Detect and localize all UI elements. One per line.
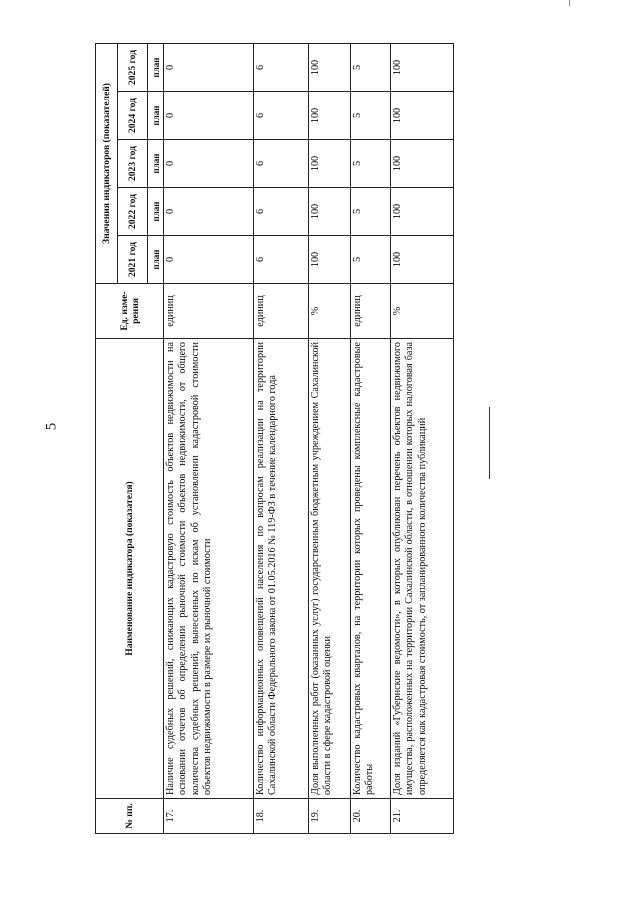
row-value: 100: [309, 43, 351, 91]
header-year: 2021 год: [118, 236, 148, 284]
row-num: 20.: [351, 799, 391, 834]
header-year: 2023 год: [118, 140, 148, 188]
row-unit: единиц: [254, 284, 309, 339]
row-unit: %: [391, 284, 454, 339]
row-value: 0: [164, 140, 254, 188]
page-number: 5: [43, 422, 60, 431]
row-value: 100: [391, 236, 454, 284]
row-value: 100: [391, 140, 454, 188]
row-unit: единиц: [351, 284, 391, 339]
row-value: 100: [391, 43, 454, 91]
table-row: [254, 43, 309, 833]
row-name: Наличие судебных решений, снижающих кадастровую стоимость объектов недвижимости на основании отчетов об определении рыночной стоимости объектов недвижимости, от общего количества судебных решений, вынесенных по искам об установлении кадастровой стоимости объектов недвижимости в размере их рыночной стоимости: [164, 339, 254, 799]
row-value: 5: [351, 188, 391, 236]
table-row: [391, 43, 454, 833]
header-year: 2025 год: [118, 43, 148, 91]
row-value: 100: [391, 188, 454, 236]
row-value: 5: [351, 236, 391, 284]
row-unit: %: [309, 284, 351, 339]
separator-line: [489, 407, 490, 479]
row-value: 100: [309, 236, 351, 284]
row-value: 6: [254, 236, 309, 284]
row-value: 6: [254, 140, 309, 188]
header-year: 2022 год: [118, 188, 148, 236]
row-value: 0: [164, 43, 254, 91]
header-plan: план: [148, 188, 164, 236]
table-row: [351, 43, 391, 833]
row-name: Доля выполненных работ (оказанных услуг) государственным бюджетным учреждением Сахалинской области в сфере кадастровой оценки: [309, 339, 351, 799]
row-value: 6: [254, 188, 309, 236]
edge-mark: [569, 0, 570, 6]
header-plan: план: [148, 236, 164, 284]
row-value: 6: [254, 43, 309, 91]
row-value: 0: [164, 236, 254, 284]
header-unit: Ед. изме-рения: [96, 284, 164, 339]
row-value: 100: [309, 188, 351, 236]
row-num: 19.: [309, 799, 351, 834]
header-num: № пп.: [96, 799, 164, 834]
header-plan: план: [148, 92, 164, 140]
rotated-table-container: [95, 44, 453, 834]
header-year: 2024 год: [118, 92, 148, 140]
row-unit: единиц: [164, 284, 254, 339]
header-name: Наименование индикатора (показателя): [96, 339, 164, 799]
row-num: 17.: [164, 799, 254, 834]
header-plan: план: [148, 43, 164, 91]
table-row: [164, 43, 254, 833]
header-values-group: Значения индикаторов (показателей): [96, 43, 118, 283]
row-value: 5: [351, 140, 391, 188]
indicator-table: [95, 43, 454, 834]
row-value: 100: [391, 92, 454, 140]
row-name: Доля изданий «Губернские ведомости», в которых опубликован перечень объектов недвижимого имущества, расположенных на территории Сахалинской области, в отношении которых налоговая база определяется как кадастровая стоимость, от запланированного количества публикаций: [391, 339, 454, 799]
row-num: 21.: [391, 799, 454, 834]
row-value: 5: [351, 92, 391, 140]
row-value: 5: [351, 43, 391, 91]
table-row: [309, 43, 351, 833]
row-value: 0: [164, 188, 254, 236]
row-value: 0: [164, 92, 254, 140]
header-plan: план: [148, 140, 164, 188]
row-value: 100: [309, 92, 351, 140]
row-name: Количество информационных оповещений населения по вопросам реализации на территории Сахалинской области Федерального закона от 01.05.2016 № 119-ФЗ в течение календарного года: [254, 339, 309, 799]
row-value: 6: [254, 92, 309, 140]
row-name: Количество кадастровых кварталов, на территории которых проведены комплексные кадастровые работы: [351, 339, 391, 799]
row-value: 100: [309, 140, 351, 188]
row-num: 18.: [254, 799, 309, 834]
